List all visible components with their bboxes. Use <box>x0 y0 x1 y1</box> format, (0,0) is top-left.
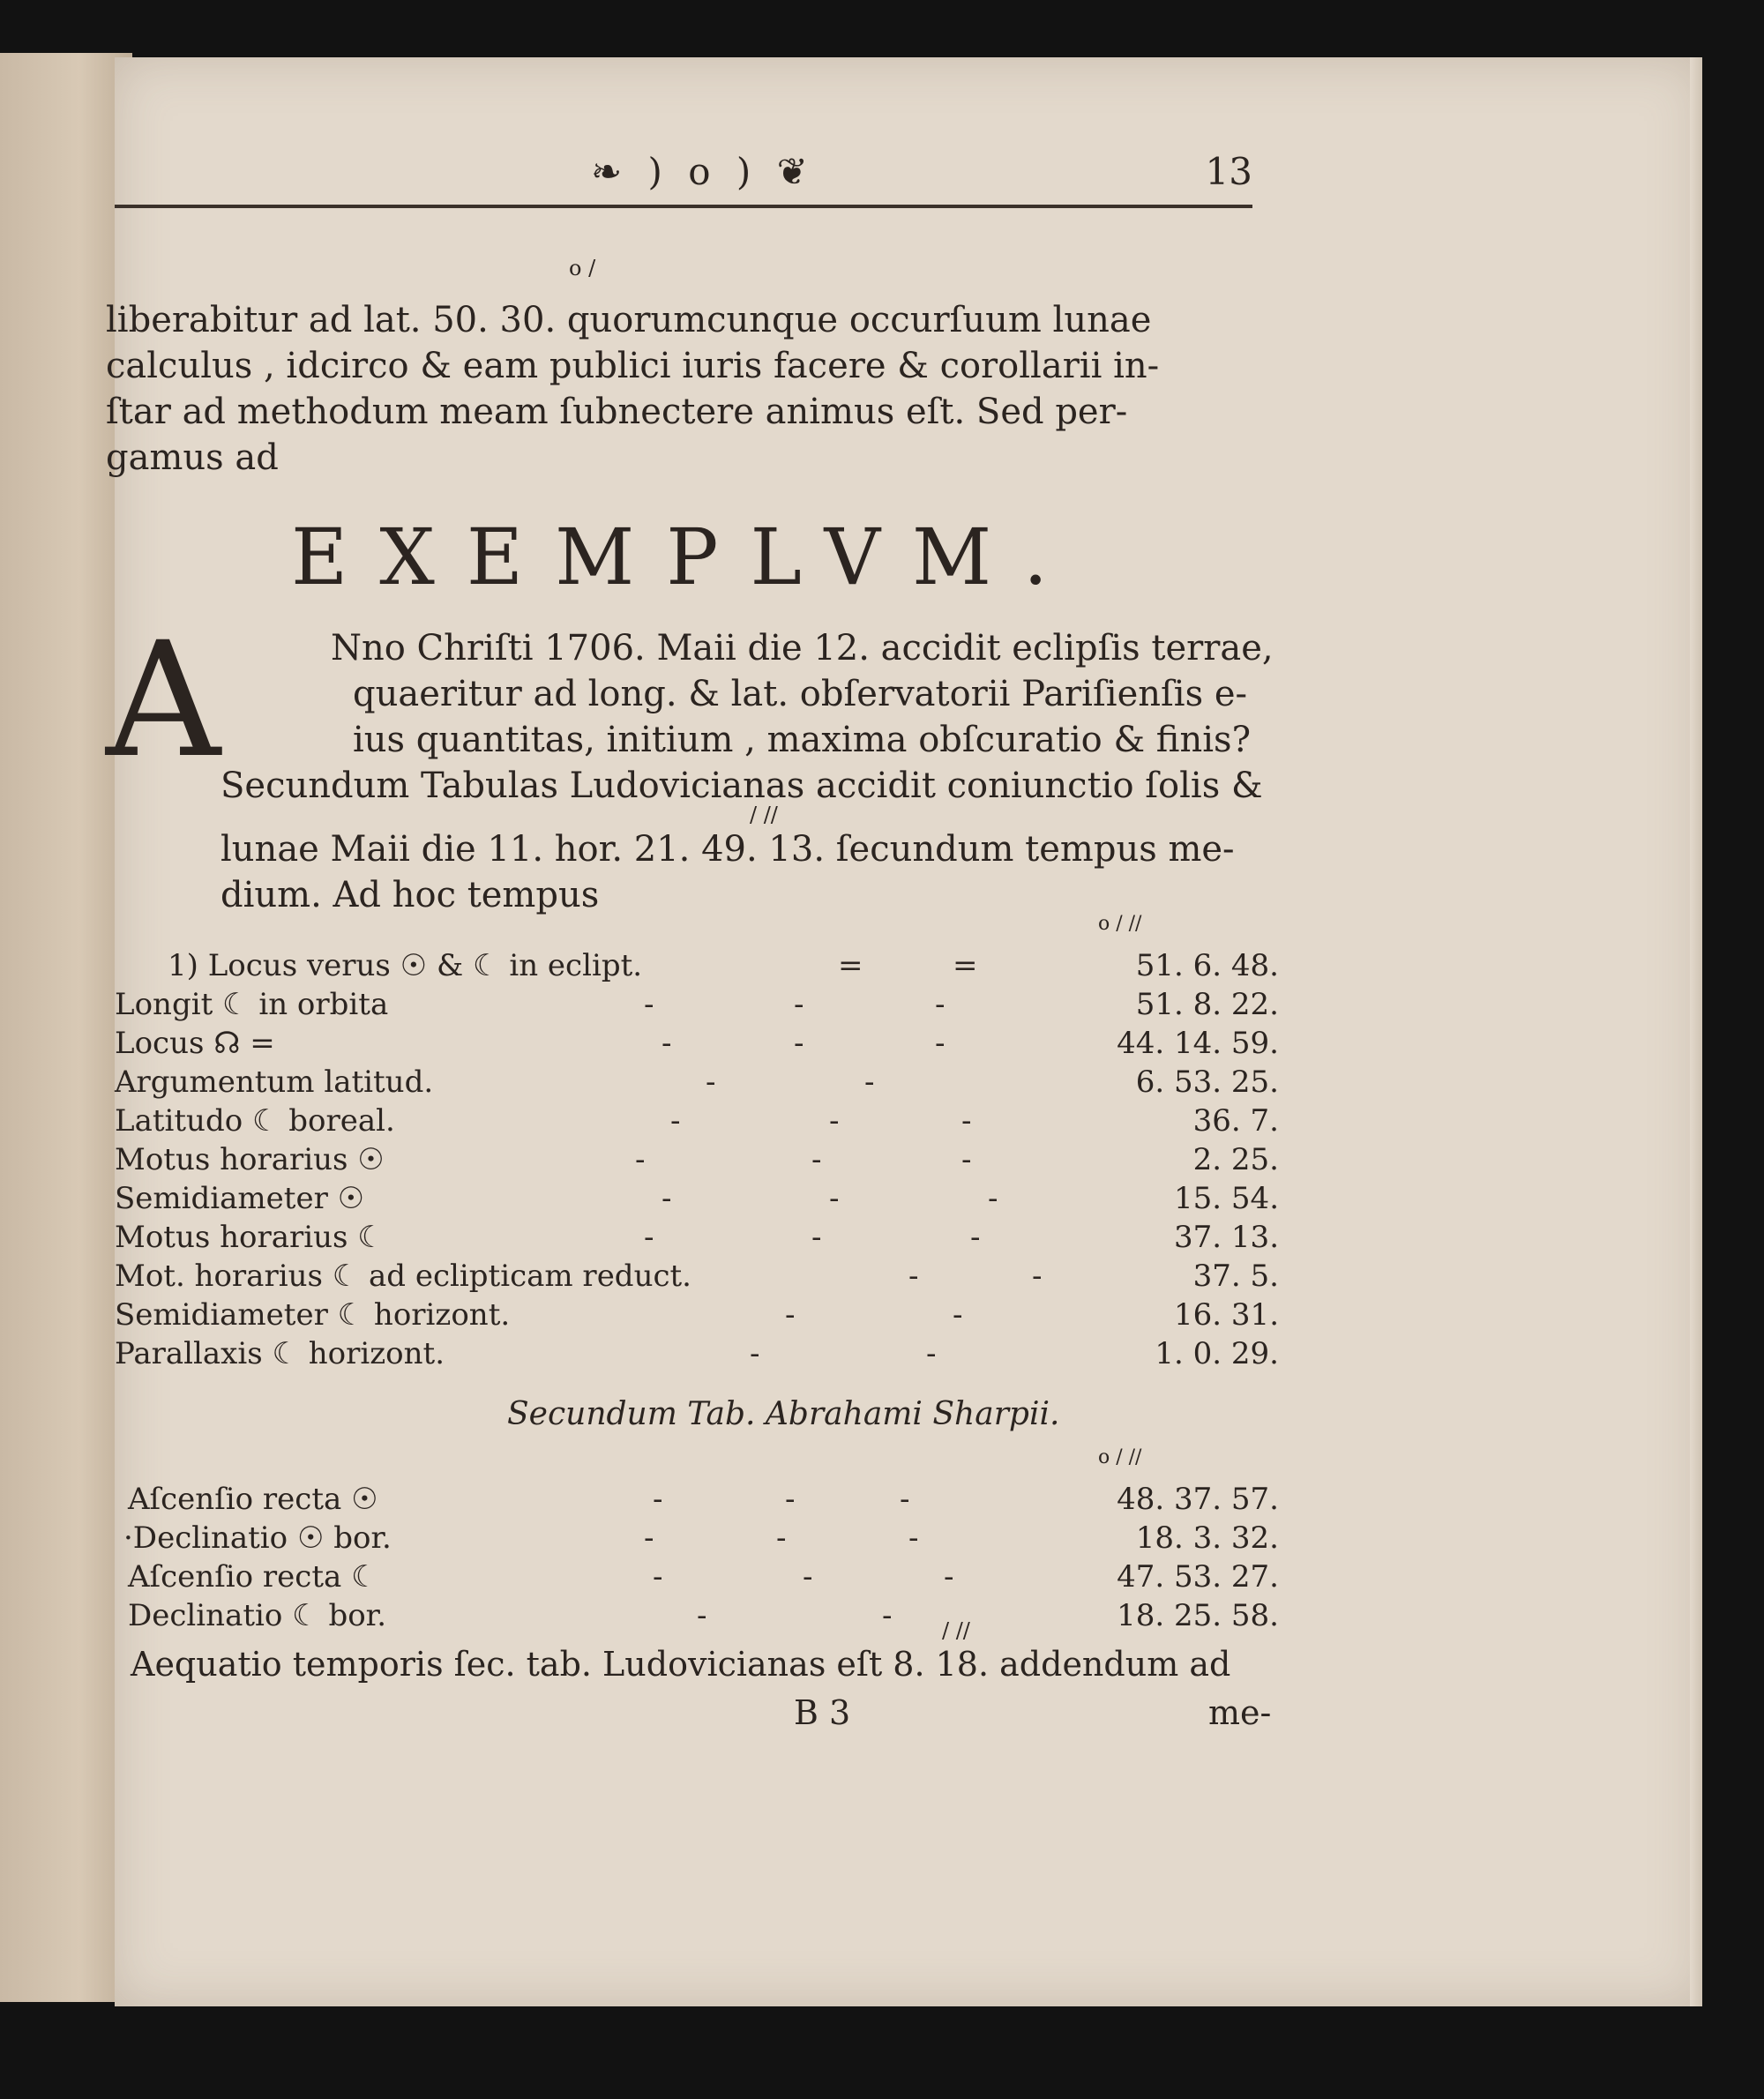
row-dash: - <box>662 1181 672 1216</box>
row-value: 18. 25. 58. <box>1117 1598 1279 1633</box>
row-dash: - <box>794 1026 804 1061</box>
sharp-tables-heading: Secundum Tab. Abrahami Sharpii. <box>507 1396 1060 1432</box>
row-dash: - <box>653 1559 663 1595</box>
row-label: Semidiameter ☉ <box>115 1181 365 1216</box>
section-title: EXEMPLVM. <box>291 512 1080 602</box>
row-label: Aſcenſio recta ☉ <box>128 1482 378 1517</box>
row-dash: - <box>829 1103 840 1139</box>
row-dash: - <box>900 1482 910 1517</box>
page-number: 13 <box>1205 150 1252 193</box>
row-dash: - <box>864 1064 875 1100</box>
row-label: Locus ☊ = <box>115 1026 275 1061</box>
row-value: 2. 25. <box>1192 1142 1279 1177</box>
row-label: Mot. horarius ☾ ad eclipticam reduct. <box>115 1259 691 1294</box>
row-dash: - <box>785 1482 796 1517</box>
row-dash: - <box>644 1220 654 1255</box>
para-line-6: dium. Ad hoc tempus <box>220 875 600 915</box>
row-dash: - <box>988 1181 998 1216</box>
row-label: Declinatio ☾ bor. <box>128 1598 387 1633</box>
closing-line: Aequatio temporis ſec. tab. Ludovicianas eſt 8. 18. addendum ad <box>131 1645 1231 1684</box>
row-label: Argumentum latitud. <box>115 1064 434 1100</box>
row-dash: - <box>635 1142 646 1177</box>
row-value: 51. 8. 22. <box>1135 987 1279 1022</box>
para-line-1: Nno Chriſti 1706. Maii die 12. accidit eclipſis terrae, <box>331 628 1274 669</box>
row-value: 18. 3. 32. <box>1135 1520 1279 1556</box>
row-dash: - <box>908 1520 919 1556</box>
row-dash: - <box>653 1482 663 1517</box>
header-ornament: ❧ ) o ) ❦ <box>591 150 815 193</box>
row-dash: - <box>811 1220 822 1255</box>
intro-line-3: ſtar ad methodum meam ſubnectere animus eſt. Sed per- <box>106 392 1128 432</box>
row-dash: - <box>961 1103 972 1139</box>
row-dash: - <box>1032 1259 1043 1294</box>
row-dash: - <box>785 1297 796 1333</box>
drop-cap: A <box>106 609 220 793</box>
row-value: 37. 5. <box>1192 1259 1279 1294</box>
time-superscript: / // <box>750 803 778 827</box>
row-dash: = <box>838 948 863 983</box>
row-dash: = <box>953 948 978 983</box>
row-value: 47. 53. 27. <box>1117 1559 1279 1595</box>
row-value: 15. 54. <box>1174 1181 1279 1216</box>
row-dash: - <box>944 1559 954 1595</box>
row-value: 44. 14. 59. <box>1117 1026 1279 1061</box>
para-line-2: quaeritur ad long. & lat. obſervatorii Pariſienſis e- <box>353 674 1248 714</box>
row-label: Aſcenſio recta ☾ <box>128 1559 378 1595</box>
row-dash: - <box>908 1259 919 1294</box>
row-label: Latitudo ☾ boreal. <box>115 1103 395 1139</box>
running-header <box>115 150 1252 203</box>
row-dash: - <box>670 1103 681 1139</box>
closing-superscript: / // <box>942 1618 970 1643</box>
intro-line-2: calculus , idcirco & eam publici iuris facere & corollarii in- <box>106 346 1160 386</box>
row-label: 1) Locus verus ☉ & ☾ in eclipt. <box>168 948 643 983</box>
row-dash: - <box>697 1598 707 1633</box>
table1-units: o / // <box>1098 913 1142 935</box>
row-dash: - <box>970 1220 981 1255</box>
row-dash: - <box>644 987 654 1022</box>
row-value: 36. 7. <box>1192 1103 1279 1139</box>
row-label: Motus horarius ☾ <box>115 1220 385 1255</box>
page-edge <box>1690 57 1702 2006</box>
row-value: 16. 31. <box>1174 1297 1279 1333</box>
row-value: 51. 6. 48. <box>1135 948 1279 983</box>
degree-superscript: o / <box>569 256 596 280</box>
row-dash: - <box>662 1026 672 1061</box>
intro-line-4: gamus ad <box>106 437 279 478</box>
para-line-4: Secundum Tabulas Ludovicianas accidit coniunctio ſolis & <box>220 766 1263 806</box>
row-label: Motus horarius ☉ <box>115 1142 385 1177</box>
table2-units: o / // <box>1098 1446 1142 1468</box>
para-line-5: lunae Maii die 11. hor. 21. 49. 13. ſecundum tempus me- <box>220 829 1235 870</box>
intro-line-1: liberabitur ad lat. 50. 30. quorumcunque occurſuum lunae <box>106 300 1152 340</box>
signature-mark: B 3 <box>794 1693 851 1732</box>
row-dash: - <box>935 1026 946 1061</box>
row-dash: - <box>829 1181 840 1216</box>
row-label: Parallaxis ☾ horizont. <box>115 1336 445 1371</box>
row-dash: - <box>706 1064 716 1100</box>
row-dash: - <box>882 1598 893 1633</box>
row-dash: - <box>811 1142 822 1177</box>
row-dash: - <box>953 1297 963 1333</box>
row-dash: - <box>803 1559 813 1595</box>
row-dash: - <box>794 987 804 1022</box>
row-dash: - <box>926 1336 937 1371</box>
row-value: 1. 0. 29. <box>1155 1336 1279 1371</box>
row-label: ·Declinatio ☉ bor. <box>123 1520 392 1556</box>
row-dash: - <box>776 1520 787 1556</box>
row-value: 6. 53. 25. <box>1135 1064 1279 1100</box>
catchword: me- <box>1208 1693 1272 1732</box>
row-value: 48. 37. 57. <box>1117 1482 1279 1517</box>
row-dash: - <box>750 1336 760 1371</box>
row-dash: - <box>644 1520 654 1556</box>
row-label: Longit ☾ in orbita <box>115 987 389 1022</box>
header-rule <box>115 205 1252 208</box>
para-line-3: ius quantitas, initium , maxima obſcuratio & finis? <box>353 720 1252 760</box>
row-dash: - <box>961 1142 972 1177</box>
row-value: 37. 13. <box>1174 1220 1279 1255</box>
row-dash: - <box>935 987 946 1022</box>
row-label: Semidiameter ☾ horizont. <box>115 1297 511 1333</box>
